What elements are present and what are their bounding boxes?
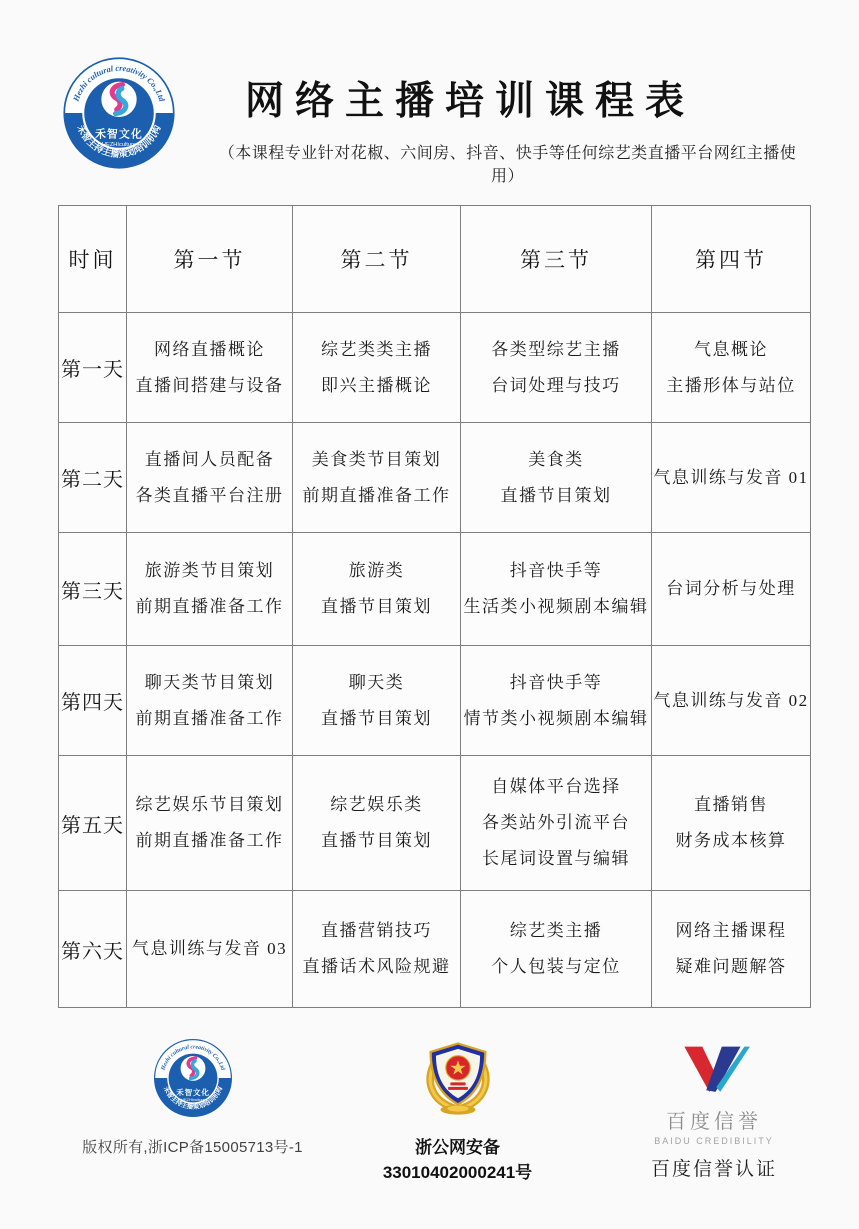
- course-line: 直播话术风险规避: [302, 957, 451, 976]
- course-cell: [127, 313, 293, 423]
- course-cell: [461, 756, 652, 891]
- header-period-4: 第四节: [652, 206, 811, 313]
- course-cell: [293, 646, 461, 756]
- course-cell: [652, 646, 811, 756]
- course-line: 生活类小视频剧本编辑: [463, 597, 649, 616]
- table-row: [59, 646, 811, 756]
- header-period-2: 第二节: [293, 206, 461, 313]
- course-line: 直播销售: [694, 795, 768, 814]
- course-line: 综艺娱乐节目策划: [135, 795, 284, 814]
- course-line: 旅游类节目策划: [144, 561, 275, 580]
- course-line: 各类直播平台注册: [135, 485, 284, 505]
- course-line: 抖音快手等: [509, 672, 603, 692]
- header-time: 时间: [59, 206, 127, 313]
- baidu-credibility-title: 百度信誉: [666, 1111, 762, 1133]
- course-line: 直播节目策划: [321, 597, 432, 616]
- course-line: 直播节目策划: [500, 485, 612, 505]
- course-line: 网络直播概论: [154, 339, 265, 359]
- table-row: [59, 756, 811, 891]
- course-line: 抖音快手等: [509, 561, 603, 580]
- course-line: 直播间人员配备: [144, 449, 275, 469]
- course-line: 自媒体平台选择: [491, 777, 621, 796]
- course-cell: [461, 891, 652, 1008]
- day-label: 第一天: [59, 313, 127, 423]
- course-cell: [127, 533, 293, 646]
- course-line: 各类站外引流平台: [482, 813, 630, 832]
- course-cell: [127, 756, 293, 891]
- course-cell: [461, 533, 652, 646]
- course-cell: [293, 533, 461, 646]
- course-line: 综艺娱乐类: [330, 795, 423, 814]
- course-line: 台词分析与处理: [666, 579, 796, 598]
- baidu-credibility-v-icon: [675, 1042, 753, 1098]
- course-cell: [652, 313, 811, 423]
- course-table-body: [59, 313, 811, 1008]
- course-line: 主播形体与站位: [666, 375, 796, 395]
- header-period-3: 第三节: [461, 206, 652, 313]
- table-row: [59, 891, 811, 1008]
- table-header-row: [59, 206, 811, 313]
- course-line: 综艺类主播: [509, 921, 603, 940]
- table-row: [59, 533, 811, 646]
- course-line: 前期直播准备工作: [135, 831, 284, 850]
- course-line: 直播营销技巧: [321, 921, 432, 940]
- course-cell: [652, 891, 811, 1008]
- page-title: 网络主播培训课程表: [244, 80, 695, 123]
- header-period-1: 第一节: [127, 206, 293, 313]
- course-line: 情节类小视频剧本编辑: [463, 708, 649, 728]
- course-line: 综艺类类主播: [321, 339, 432, 359]
- course-line: 直播节目策划: [321, 831, 432, 850]
- course-cell: [127, 646, 293, 756]
- hezhi-company-logo-small-icon: [153, 1038, 233, 1118]
- course-cell: [293, 313, 461, 423]
- course-line: 聊天类节目策划: [144, 672, 275, 692]
- day-label: 第四天: [59, 646, 127, 756]
- course-line: 台词处理与技巧: [491, 375, 621, 395]
- course-cell: [652, 533, 811, 646]
- page-subtitle: （本课程专业针对花椒、六间房、抖音、快手等任何综艺类直播平台网红主播使用）: [218, 145, 797, 185]
- day-label: 第六天: [59, 891, 127, 1008]
- police-badge-icon: [420, 1038, 496, 1116]
- course-line: 即兴主播概论: [321, 375, 432, 395]
- course-cell: [461, 646, 652, 756]
- course-line: 疑难问题解答: [675, 957, 787, 976]
- table-row: [59, 313, 811, 423]
- day-label: 第三天: [59, 533, 127, 646]
- course-cell: [127, 423, 293, 533]
- day-label: 第五天: [59, 756, 127, 891]
- course-cell: [461, 313, 652, 423]
- course-line: 旅游类: [348, 561, 405, 580]
- course-line: 气息训练与发音 02: [653, 690, 809, 710]
- police-record-number: 浙公网安备 33010402000241号: [382, 1138, 533, 1182]
- course-cell: [293, 891, 461, 1008]
- course-line: 前期直播准备工作: [135, 597, 284, 616]
- course-table: [58, 205, 811, 1008]
- course-line: 前期直播准备工作: [135, 708, 284, 728]
- course-line: 美食类: [528, 449, 584, 469]
- course-line: 个人包装与定位: [491, 957, 621, 976]
- copyright-text: 版权所有,浙ICP备15005713号-1: [82, 1139, 303, 1156]
- course-cell: [652, 756, 811, 891]
- course-line: 前期直播准备工作: [302, 485, 451, 505]
- course-cell: [461, 423, 652, 533]
- course-cell: [652, 423, 811, 533]
- course-line: 网络主播课程: [675, 921, 787, 940]
- course-cell: [293, 756, 461, 891]
- footer-copyright-block: [60, 1038, 325, 1157]
- course-line: 长尾词设置与编辑: [482, 849, 630, 868]
- table-row: [59, 423, 811, 533]
- course-line: 美食类节目策划: [311, 449, 442, 469]
- baidu-certification-label: 百度信誉认证: [650, 1159, 777, 1180]
- course-line: 聊天类: [348, 672, 405, 692]
- footer-police-block: [355, 1038, 560, 1183]
- footer-baidu-block: [598, 1042, 830, 1181]
- course-line: 财务成本核算: [675, 831, 787, 850]
- course-cell: [293, 423, 461, 533]
- course-line: 各类型综艺主播: [491, 339, 621, 359]
- course-line: 气息训练与发音 01: [653, 467, 809, 487]
- day-label: 第二天: [59, 423, 127, 533]
- course-line: 气息训练与发音 03: [131, 939, 288, 958]
- course-line: 直播节目策划: [321, 708, 432, 728]
- course-cell: [127, 891, 293, 1008]
- course-line: 气息概论: [694, 339, 768, 359]
- baidu-credibility-subtitle: BAIDU CREDIBILITY: [654, 1136, 774, 1146]
- course-line: 直播间搭建与设备: [135, 375, 284, 395]
